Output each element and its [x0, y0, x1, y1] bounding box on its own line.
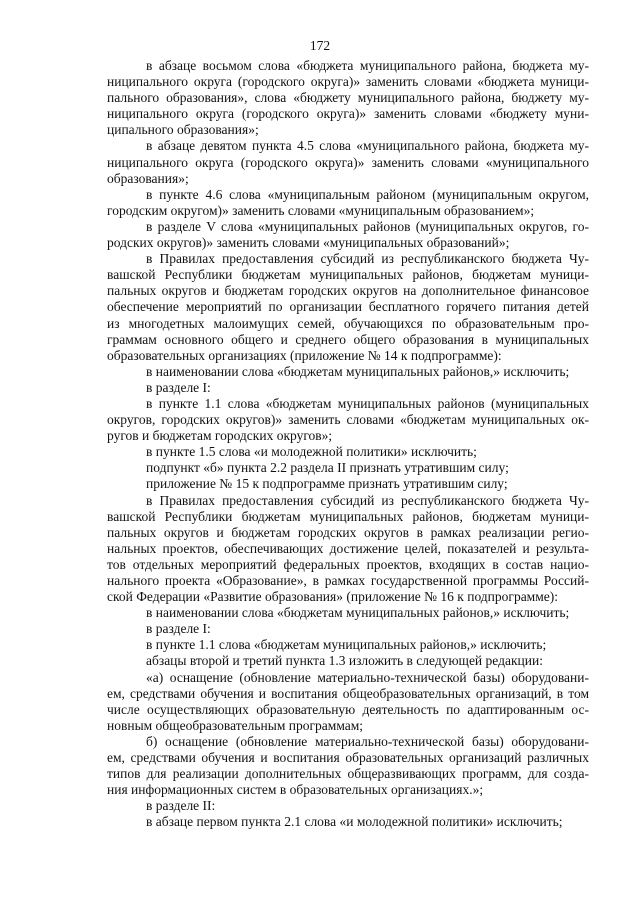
text-line: ской Федерации «Развитие образования» (приложение № 16 к подпрограмме):: [107, 589, 559, 605]
paragraph: [107, 476, 589, 492]
paragraph: [107, 605, 589, 621]
paragraph: [107, 364, 589, 380]
text-line: ругов и бюджетам городских округов»;: [107, 428, 333, 444]
text-line: в Правилах предоставления субсидий из республиканского бюджета Чу-: [146, 492, 589, 508]
text-line: нальных проектов, обеспечивающих достижение целей, показателей и результа-: [107, 540, 589, 556]
paragraph: [107, 734, 589, 798]
text-line: нального проекта «Образование», в рамках государственной программы Россий-: [107, 573, 589, 588]
paragraph: [107, 251, 589, 364]
paragraph: [107, 58, 589, 138]
paragraph: [107, 219, 589, 251]
text-line: пальных округов и бюджетам городских округов в рамках реализации регио-: [107, 524, 589, 540]
text-line: граммам основного общего и среднего общего образования в муниципальных: [107, 331, 589, 347]
text-line: ем, средствами обучения и воспитания образовательных организаций различных: [107, 750, 589, 766]
text-line: вашской Республики бюджетам муниципальных районов, бюджетам муници-: [107, 508, 589, 524]
text-line: из многодетных малоимущих семей, обучающихся по образовательным про-: [107, 315, 589, 331]
paragraph: [107, 621, 589, 637]
page-number: 172: [309, 38, 331, 53]
text-line: в абзаце девятом пункта 4.5 слова «муниципального района, бюджета му-: [146, 138, 589, 154]
paragraph: [107, 814, 589, 830]
paragraph: [107, 380, 589, 396]
text-line: в пункте 4.6 слова «муниципальным районом (муниципальным округом,: [146, 186, 589, 202]
text-line: «а) оснащение (обновление материально-технической базы) оборудовани-: [146, 669, 589, 685]
text-line: в абзаце восьмом слова «бюджета муниципального района, бюджета му-: [146, 58, 589, 73]
paragraph: [107, 138, 589, 186]
text-line: б) оснащение (обновление материально-технической базы) оборудовани-: [146, 733, 589, 749]
text-line: новным общеобразовательным программам;: [107, 717, 364, 733]
document-body: [107, 58, 589, 831]
text-line: в наименовании слова «бюджетам муниципальных районов,» исключить;: [146, 363, 570, 379]
text-line: образовательных организациях (приложение № 14 к подпрограмме):: [107, 347, 502, 363]
text-line: обеспечение мероприятий по организации бесплатного горячего питания детей: [107, 299, 589, 315]
text-line: в наименовании слова «бюджетам муниципальных районов,» исключить;: [146, 605, 570, 621]
text-line: образования»;: [107, 170, 189, 186]
text-line: ниципального округа (городского округа)» заменить словами «муниципального: [107, 154, 589, 170]
text-line: в разделе V слова «муниципальных районов (муниципальных округов, го-: [146, 218, 589, 234]
text-line: в разделе I:: [146, 379, 211, 395]
text-line: округов, городских округов)» заменить словами «бюджетам муниципальных ок-: [107, 412, 589, 428]
text-line: в разделе II:: [146, 798, 216, 814]
text-line: ем, средствами обучения и воспитания общеобразовательных организаций, в том: [107, 685, 589, 701]
text-line: ниципального округа (городского округа)» заменить словами «бюджету муни-: [107, 106, 589, 122]
text-line: в пункте 1.1 слова «бюджетам муниципальных районов (муниципальных: [146, 395, 589, 411]
text-line: городским округом)» заменить словами «муниципальным образованием»;: [107, 202, 535, 218]
text-line: вашской Республики бюджетам муниципальных районов, бюджетам муници-: [107, 267, 589, 283]
text-line: приложение № 15 к подпрограмме признать утратившим силу;: [146, 476, 508, 492]
text-line: ципального образования»;: [107, 122, 259, 138]
paragraph: [107, 493, 589, 606]
paragraph: [107, 637, 589, 653]
paragraph: [107, 798, 589, 814]
text-line: в пункте 1.1 слова «бюджетам муниципальных районов,» исключить;: [146, 637, 547, 653]
text-line: в разделе I:: [146, 621, 211, 637]
text-line: абзацы второй и третий пункта 1.3 изложить в следующей редакции:: [146, 653, 543, 669]
text-line: тов отдельных мероприятий федеральных проектов, входящих в состав нацио-: [107, 556, 589, 572]
text-line: в пункте 1.5 слова «и молодежной политики» исключить;: [146, 444, 477, 460]
text-line: ниципального округа (городского округа)» заменить словами «бюджета муници-: [107, 74, 589, 90]
paragraph: [107, 460, 589, 476]
text-line: в абзаце первом пункта 2.1 слова «и молодежной политики» исключить;: [146, 814, 563, 830]
paragraph: [107, 670, 589, 734]
text-line: в Правилах предоставления субсидий из республиканского бюджета Чу-: [146, 251, 589, 267]
text-line: пального образования», слова «бюджету муниципального района, бюджету му-: [107, 90, 589, 106]
paragraph: [107, 444, 589, 460]
text-line: числе осуществляющих образовательную деятельность по адаптированным ос-: [107, 701, 589, 717]
text-line: подпункт «б» пункта 2.2 раздела II признать утратившим силу;: [146, 460, 509, 476]
paragraph: [107, 396, 589, 444]
paragraph: [107, 187, 589, 219]
text-line: типов для реализации дополнительных общеразвивающих программ, для созда-: [107, 766, 589, 782]
text-line: пальных округов и бюджетам городских округов на дополнительное финансовое: [107, 283, 589, 299]
text-line: ния информационных систем в образовательных организациях.»;: [107, 782, 484, 798]
text-line: родских округов)» заменить словами «муниципальных образований»;: [107, 235, 510, 251]
paragraph: [107, 653, 589, 669]
